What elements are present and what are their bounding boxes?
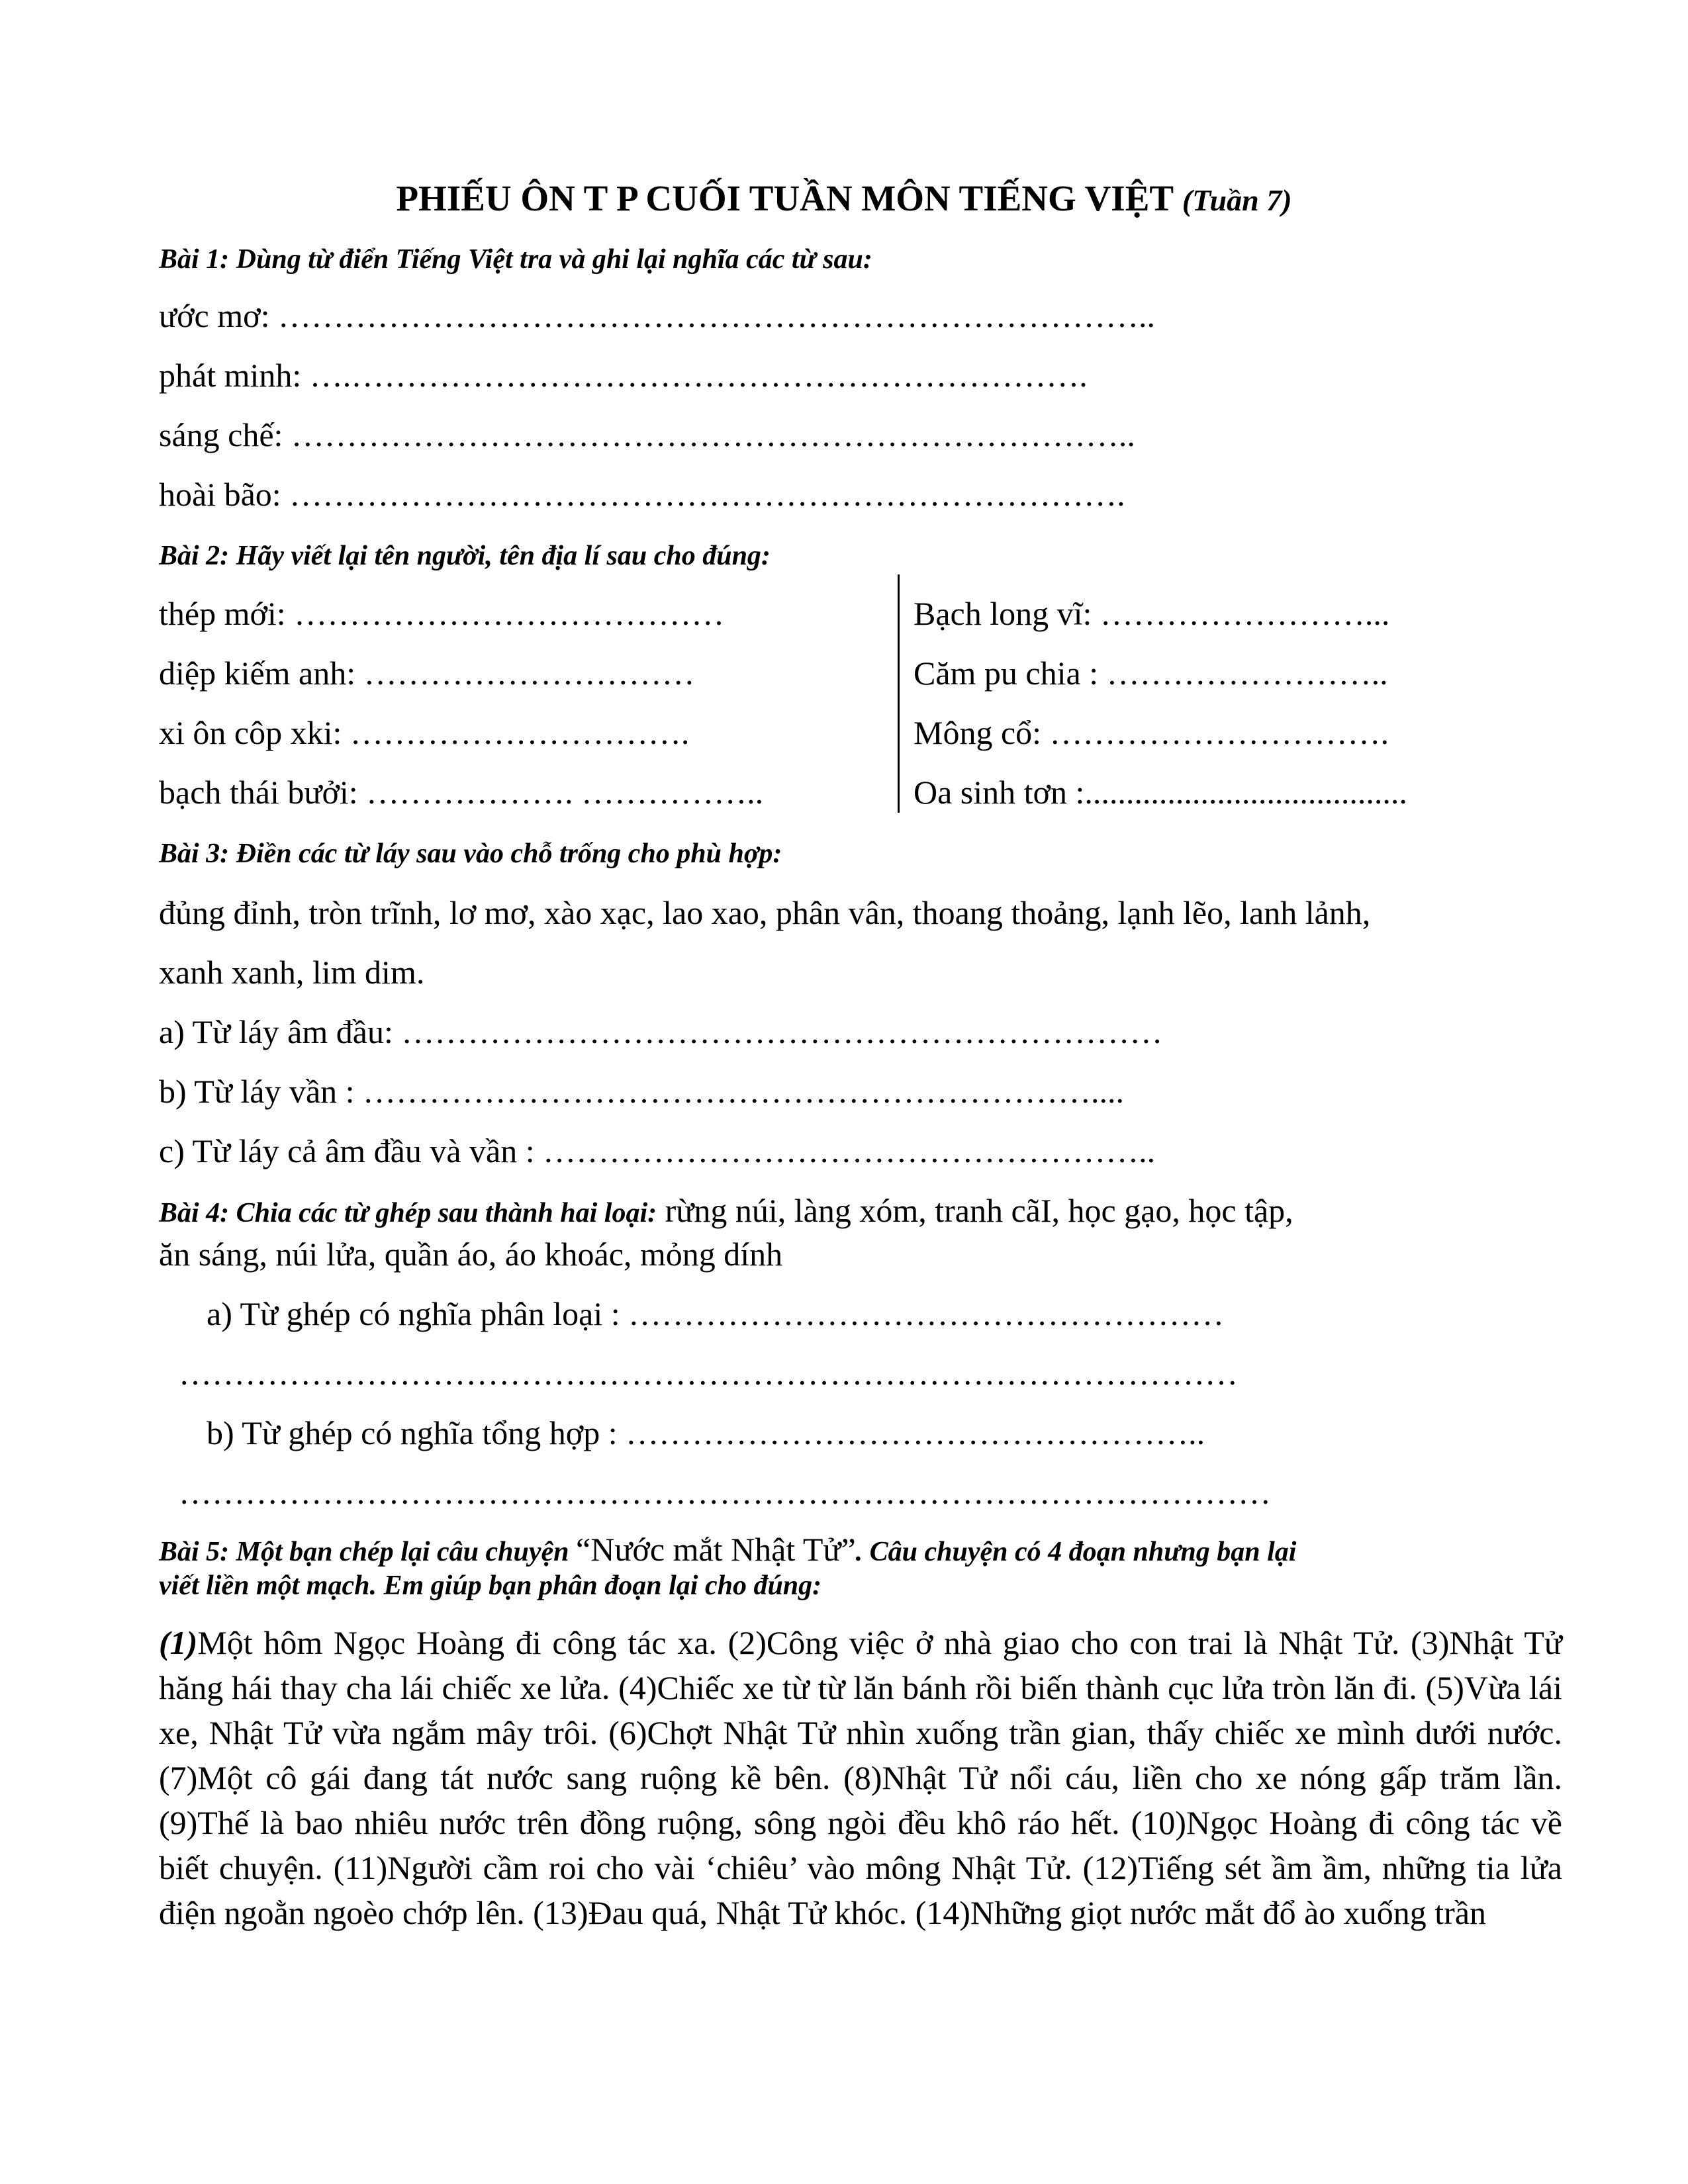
- bai4-a: a) Từ ghép có nghĩa phân loại : ………………………………………………: [207, 1295, 1225, 1332]
- bai5-story-text: Một hôm Ngọc Hoàng đi công tác xa. (2)Công việc ở nhà giao cho con trai là Nhật Tử. (3)Nhật Tử hăng hái thay cha lái chiếc xe lửa. (4)Chiếc xe từ từ lăn bánh rồi biến thành cục lửa tròn lăn đi. (5)Vừa lái xe, Nhật Tử vừa ngắm mây trôi. (6)Chợt Nhật Tử nhìn xuống trần gian, thấy chiếc xe mình dưới nước. (7)Một cô gái đang tát nước sang ruộng kề bên. (8)Nhật Tử nổi cáu, liền cho xe nóng gấp trăm lần. (9)Thế là bao nhiêu nước trên đồng ruộng, sông ngòi đều khô ráo hết. (10)Ngọc Hoàng đi công tác về biết chuyện. (11)Người cầm roi cho vài ‘chiêu’ vào mông Nhật Tử. (12)Tiếng sét ầm ầm, những tia lửa điện ngoằn ngoèo chớp lên. (13)Đau quá, Nhật Tử khóc. (14)Những giọt nước mắt đổ ào xuống trần: [159, 1624, 1562, 1931]
- bai1-line-hoai-bao: hoài bão: ………………………………………………………………….: [159, 476, 1125, 513]
- title-week: (Tuần 7): [1182, 183, 1292, 217]
- bai1-line-sang-che: sáng chế: …………………………………………………………………..: [159, 416, 1135, 453]
- bai5-heading-1: [159, 1530, 1296, 1569]
- bai2-left-2: diệp kiếm anh: …………………………: [159, 655, 695, 692]
- bai2-left-1: thép mới: …………………………………: [159, 595, 725, 632]
- bai5-heading-2: viết liền một mạch. Em giúp bạn phân đoạn lại cho đúng:: [159, 1570, 822, 1601]
- bai3-a: a) Từ láy âm đầu: ……………………………………………………………: [159, 1013, 1163, 1050]
- bai4-b-fill: ………………………………………………………………………………………: [179, 1474, 1271, 1511]
- bai5-story-name: “Nước mắt Nhật Tử”: [576, 1531, 856, 1568]
- bai5-story-paragraph: [159, 1620, 1562, 1935]
- bai1-line-uoc-mo: ước mơ: ……………………………………………………………………..: [159, 297, 1155, 334]
- bai5-num-1: (1): [159, 1624, 198, 1661]
- bai5-heading-a: Bài 5: Một bạn chép lại câu chuyện: [159, 1537, 577, 1567]
- page-title: [0, 177, 1688, 219]
- bai2-right-3: Mông cổ: ………………………….: [914, 714, 1389, 751]
- bai3-heading: Bài 3: Điền các từ láy sau vào chỗ trống cho phù hợp:: [159, 839, 782, 869]
- bai4-words-1: rừng núi, làng xóm, tranh cãI, học gạo, học tập,: [657, 1192, 1293, 1229]
- bai4-heading: [159, 1191, 1293, 1230]
- bai4-a-fill: ……………………………………………………………………………………: [179, 1355, 1238, 1392]
- bai3-b: b) Từ láy vần : …………………………………………………………....: [159, 1073, 1125, 1110]
- bai2-right-1: Bạch long vĩ: ……………………...: [914, 595, 1390, 632]
- bai2-right-4: Oa sinh tơn :.......................................: [914, 774, 1407, 811]
- bai1-line-phat-minh: phát minh: ….………………………………………………………….: [159, 357, 1088, 394]
- bai4-heading-text: Bài 4: Chia các từ ghép sau thành hai loại:: [159, 1198, 657, 1228]
- bai4-words-2: ăn sáng, núi lửa, quần áo, áo khoác, mỏng dính: [159, 1236, 783, 1273]
- bai4-b: b) Từ ghép có nghĩa tổng hợp : ……………………………………………..: [207, 1414, 1205, 1451]
- bai2-heading: Bài 2: Hãy viết lại tên người, tên địa lí sau cho đúng:: [159, 541, 771, 571]
- bai2-left-4: bạch thái bưởi: ………………. ……………..: [159, 774, 764, 811]
- column-divider: [898, 574, 900, 813]
- bai3-c: c) Từ láy cả âm đầu và vần : ………………………………………………..: [159, 1132, 1156, 1169]
- bai5-heading-b: . Câu chuyện có 4 đoạn nhưng bạn lại: [855, 1537, 1297, 1567]
- bai2-right-2: Căm pu chia : ……………………..: [914, 655, 1388, 692]
- title-main: PHIẾU ÔN T P CUỐI TUẦN MÔN TIẾNG VIỆT: [396, 178, 1174, 218]
- bai2-left-3: xi ôn côp xki: ………………………….: [159, 714, 690, 751]
- bai1-heading: Bài 1: Dùng từ điển Tiếng Việt tra và ghi lại nghĩa các từ sau:: [159, 244, 872, 275]
- bai3-words-1: đủng đỉnh, tròn trĩnh, lơ mơ, xào xạc, lao xao, phân vân, thoang thoảng, lạnh lẽo, lanh lảnh,: [159, 894, 1371, 931]
- bai3-words-2: xanh xanh, lim dim.: [159, 954, 425, 991]
